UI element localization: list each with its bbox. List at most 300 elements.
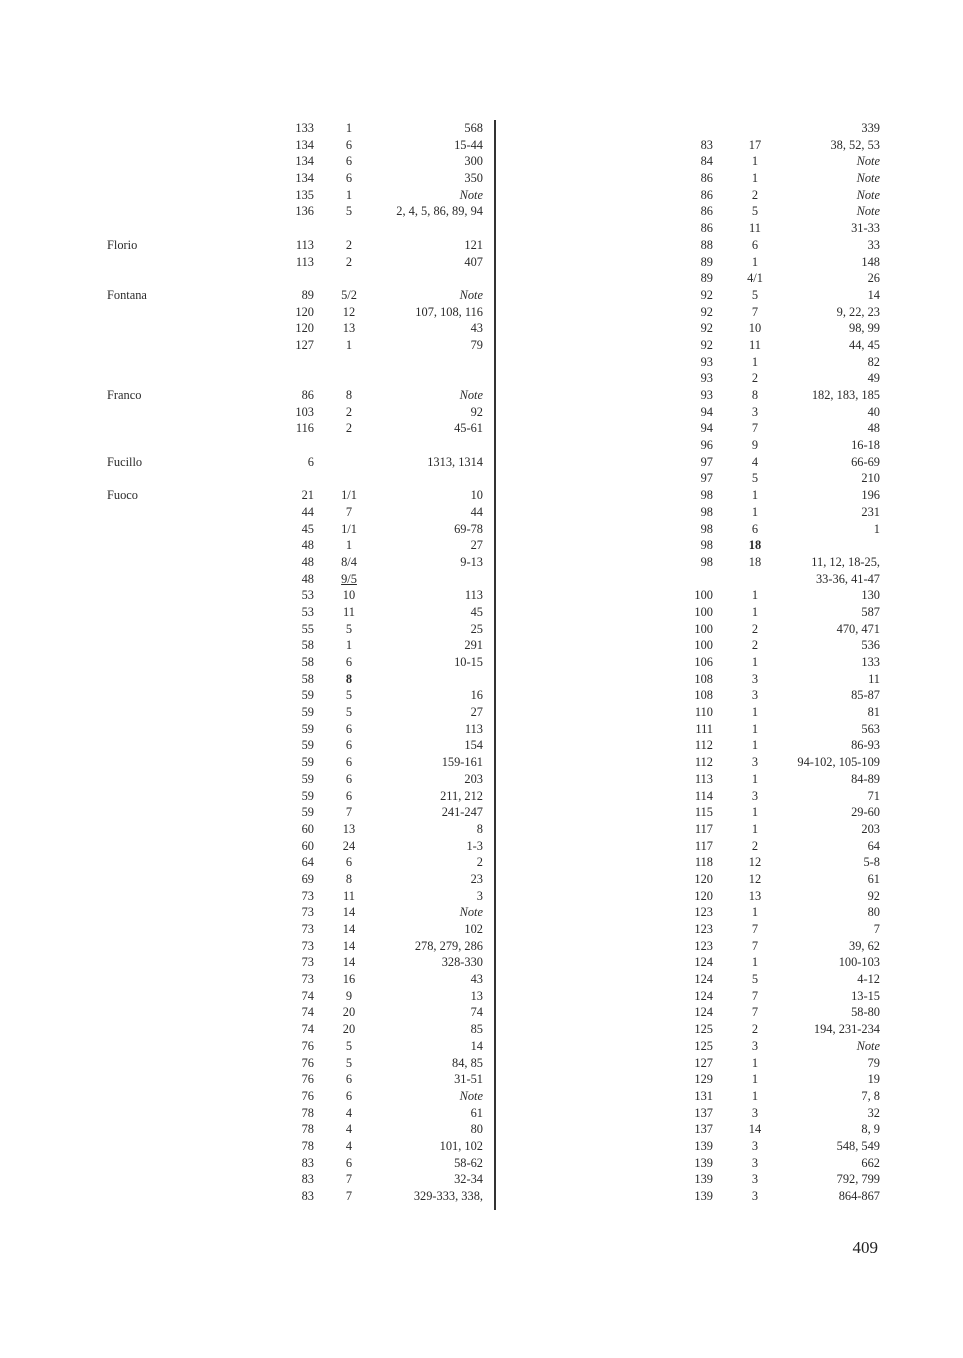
volume-cell: 44	[301, 504, 314, 519]
volume-cell: 135	[295, 187, 314, 202]
reference-row	[270, 671, 490, 688]
reference-row	[270, 1021, 490, 1038]
reference-row	[670, 737, 890, 754]
volume-cell: 123	[694, 922, 713, 936]
pages-cell: 8	[476, 821, 483, 836]
entry-name: Fucillo	[107, 455, 143, 469]
section-cell: 2	[751, 838, 759, 853]
pages-cell: 241-247	[441, 805, 483, 820]
reference-row	[670, 1155, 890, 1172]
pages-cell: Note	[459, 388, 483, 402]
volume-cell: 45	[301, 521, 314, 536]
volume-cell: 134	[295, 137, 314, 152]
reference-row	[670, 904, 890, 921]
pages-cell: 548, 549	[836, 1138, 880, 1153]
section-cell: 6	[345, 137, 353, 152]
reference-row	[670, 153, 890, 170]
pages-cell: 121	[464, 237, 483, 252]
reference-row	[270, 137, 490, 154]
pages-cell: 32	[867, 1105, 880, 1120]
reference-row	[270, 470, 490, 487]
volume-cell: 113	[295, 254, 314, 269]
reference-row	[670, 220, 890, 237]
section-cell: 16	[342, 972, 356, 987]
reference-row	[670, 370, 890, 387]
pages-cell: 14	[867, 287, 880, 302]
volume-cell: 123	[694, 905, 713, 920]
pages-cell: 792, 799	[836, 1172, 880, 1187]
pages-cell: 2	[476, 855, 483, 870]
volume-cell: 73	[301, 955, 314, 970]
reference-row	[270, 587, 490, 604]
reference-row	[670, 838, 890, 855]
volume-cell: 98	[700, 488, 713, 503]
reference-row	[670, 1121, 890, 1138]
section-cell: 2	[751, 621, 759, 636]
section-cell: 1/1	[341, 488, 357, 503]
reference-row	[670, 270, 890, 287]
pages-cell: 61	[470, 1105, 483, 1120]
volume-cell: 112	[694, 755, 713, 770]
volume-cell: 93	[700, 388, 713, 402]
pages-cell: Note	[856, 154, 880, 169]
volume-cell: 74	[301, 988, 314, 1003]
reference-row	[670, 420, 890, 437]
section-cell: 2	[345, 421, 353, 436]
volume-cell: 131	[694, 1088, 713, 1103]
volume-cell: 92	[700, 321, 713, 336]
pages-cell: 113	[464, 588, 483, 603]
volume-cell: 86	[700, 187, 713, 202]
pages-cell: 98, 99	[849, 321, 880, 336]
pages-cell: 9, 22, 23	[836, 304, 880, 319]
reference-row	[670, 988, 890, 1005]
reference-row	[270, 654, 490, 671]
volume-cell: 100	[694, 638, 713, 653]
reference-row	[670, 287, 890, 304]
volume-cell: 116	[295, 421, 314, 436]
volume-cell: 124	[694, 972, 713, 987]
entry-name: Franco	[107, 388, 142, 403]
reference-row	[270, 621, 490, 638]
reference-row	[270, 687, 490, 704]
section-cell: 6	[751, 521, 759, 536]
section-cell: 10	[342, 588, 356, 603]
volume-cell: 73	[301, 972, 314, 987]
reference-row	[270, 203, 490, 220]
section-cell: 11	[749, 337, 761, 352]
reference-row	[270, 287, 490, 304]
volume-cell: 6	[307, 454, 314, 469]
volume-cell: 97	[700, 454, 713, 469]
reference-row	[670, 404, 890, 421]
volume-cell: 111	[695, 721, 713, 736]
pages-cell: 864-867	[838, 1189, 880, 1203]
volume-cell: 76	[301, 1055, 314, 1070]
pages-cell: 15-44	[454, 137, 483, 152]
pages-cell: 7, 8	[861, 1088, 880, 1103]
volume-cell: 59	[301, 755, 314, 770]
section-cell: 11	[343, 604, 355, 619]
pages-cell: 48	[867, 421, 880, 436]
section-cell: 10	[748, 321, 762, 336]
pages-cell: 407	[464, 254, 483, 269]
reference-row	[670, 354, 890, 371]
reference-row	[670, 1171, 890, 1188]
section-cell: 7	[345, 504, 353, 519]
reference-row	[670, 337, 890, 354]
section-cell: 1/1	[341, 521, 357, 536]
volume-cell: 134	[295, 171, 314, 186]
pages-cell: 102	[464, 922, 483, 936]
pages-cell: 8, 9	[861, 1122, 880, 1137]
section-cell: 1	[751, 721, 759, 736]
section-cell: 1	[751, 354, 759, 369]
reference-row	[270, 921, 490, 938]
pages-cell: 278, 279, 286	[414, 938, 483, 953]
section-cell: 1	[751, 1055, 759, 1070]
volume-cell: 59	[301, 771, 314, 786]
pages-cell: 31-51	[454, 1072, 483, 1087]
pages-cell: 211, 212	[440, 788, 483, 803]
volume-cell: 73	[301, 888, 314, 903]
volume-cell: 117	[694, 838, 713, 853]
section-cell: 1	[751, 588, 759, 603]
volume-cell: 113	[694, 771, 713, 786]
volume-cell: 92	[700, 337, 713, 352]
section-cell: 6	[345, 1072, 353, 1087]
reference-row	[670, 571, 890, 588]
reference-row	[270, 170, 490, 187]
section-cell: 7	[751, 938, 759, 953]
section-cell: 13	[342, 321, 356, 336]
section-cell: 6	[345, 1088, 353, 1103]
pages-cell: 80	[470, 1122, 483, 1137]
reference-row	[270, 220, 490, 237]
reference-row	[670, 821, 890, 838]
section-cell: 1	[751, 905, 759, 920]
volume-cell: 123	[694, 938, 713, 953]
reference-row	[270, 721, 490, 738]
reference-row	[270, 537, 490, 554]
volume-cell: 60	[301, 838, 314, 853]
pages-cell: 84, 85	[452, 1055, 483, 1070]
reference-row	[670, 1105, 890, 1122]
pages-cell: 210	[861, 471, 880, 486]
volume-cell: 55	[301, 621, 314, 636]
reference-row	[270, 871, 490, 888]
pages-cell: 44, 45	[849, 337, 880, 352]
reference-row	[670, 1055, 890, 1072]
volume-cell: 94	[700, 404, 713, 419]
section-cell: 6	[751, 237, 759, 252]
volume-cell: 108	[694, 671, 713, 686]
section-cell: 13	[342, 821, 356, 836]
pages-cell: 33	[867, 237, 880, 252]
volume-cell: 59	[301, 788, 314, 803]
pages-cell: 568	[464, 121, 483, 135]
section-cell: 3	[751, 788, 759, 803]
pages-cell: 13	[470, 988, 483, 1003]
reference-row	[670, 938, 890, 955]
section-cell: 14	[748, 1122, 762, 1137]
section-cell: 3	[751, 671, 759, 686]
volume-cell: 117	[694, 821, 713, 836]
reference-row	[270, 954, 490, 971]
reference-row	[270, 1105, 490, 1122]
section-cell: 1	[751, 1072, 759, 1087]
section-cell: 8	[345, 388, 353, 402]
volume-cell: 89	[700, 271, 713, 286]
volume-cell: 100	[694, 621, 713, 636]
reference-row	[270, 454, 490, 471]
volume-cell: 73	[301, 905, 314, 920]
pages-cell: 29-60	[851, 805, 880, 820]
pages-cell: 26	[867, 271, 880, 286]
section-cell: 14	[342, 938, 356, 953]
volume-cell: 114	[694, 788, 713, 803]
reference-row	[670, 654, 890, 671]
volume-cell: 136	[295, 204, 314, 219]
pages-cell: 92	[470, 404, 483, 419]
page-number: 409	[852, 1238, 878, 1257]
pages-cell: 1	[873, 521, 880, 536]
section-cell: 3	[751, 1105, 759, 1120]
volume-cell: 125	[694, 1038, 713, 1053]
reference-row	[270, 704, 490, 721]
pages-cell: 25	[470, 621, 483, 636]
section-cell: 18	[748, 554, 762, 569]
volume-cell: 53	[301, 604, 314, 619]
reference-row	[670, 254, 890, 271]
volume-cell: 112	[694, 738, 713, 753]
volume-cell: 98	[700, 521, 713, 536]
section-cell: 12	[748, 871, 762, 886]
volume-cell: 58	[301, 638, 314, 653]
reference-row	[270, 1171, 490, 1188]
volume-cell: 59	[301, 705, 314, 720]
section-cell: 2	[751, 638, 759, 653]
reference-row	[670, 137, 890, 154]
section-cell: 1	[751, 154, 759, 169]
section-cell: 5/2	[341, 287, 357, 302]
section-cell: 1	[345, 538, 353, 553]
volume-cell: 74	[301, 1022, 314, 1037]
volume-cell: 127	[694, 1055, 713, 1070]
pages-cell: 148	[861, 254, 880, 269]
reference-row	[270, 270, 490, 287]
pages-cell: 159-161	[441, 755, 483, 770]
volume-cell: 83	[301, 1155, 314, 1170]
volume-cell: 134	[295, 154, 314, 169]
section-cell: 5	[751, 972, 759, 987]
reference-row	[270, 237, 490, 254]
pages-cell: 44	[470, 504, 483, 519]
reference-row	[670, 971, 890, 988]
volume-cell: 53	[301, 588, 314, 603]
volume-cell: 98	[700, 504, 713, 519]
pages-cell: 38, 52, 53	[830, 137, 880, 152]
volume-cell: 86	[700, 221, 713, 236]
pages-cell: 16-18	[851, 438, 880, 453]
reference-row	[270, 571, 490, 588]
reference-row	[670, 1004, 890, 1021]
volume-cell: 97	[700, 471, 713, 486]
volume-cell: 100	[694, 588, 713, 603]
volume-cell: 86	[700, 204, 713, 219]
left-reference-column	[270, 120, 490, 1205]
reference-row	[270, 637, 490, 654]
pages-cell: Note	[459, 905, 483, 920]
section-cell: 20	[342, 1022, 356, 1037]
volume-cell: 124	[694, 1005, 713, 1020]
volume-cell: 59	[301, 805, 314, 820]
pages-cell: 39, 62	[849, 938, 880, 953]
volume-cell: 76	[301, 1088, 314, 1103]
volume-cell: 58	[301, 671, 314, 686]
reference-row	[670, 304, 890, 321]
section-cell: 8	[345, 671, 353, 686]
section-cell: 7	[751, 922, 759, 936]
pages-cell: 79	[867, 1055, 880, 1070]
reference-row	[270, 521, 490, 538]
section-cell: 6	[345, 788, 353, 803]
volume-cell: 83	[301, 1172, 314, 1187]
pages-cell: 7	[873, 922, 880, 936]
pages-cell: Note	[459, 1088, 483, 1103]
volume-cell: 120	[295, 304, 314, 319]
reference-row	[670, 921, 890, 938]
pages-cell: 92	[867, 888, 880, 903]
reference-row	[270, 337, 490, 354]
section-cell: 3	[751, 1038, 759, 1053]
section-cell: 9/5	[341, 571, 357, 586]
volume-cell: 73	[301, 938, 314, 953]
reference-row	[670, 637, 890, 654]
pages-cell: Note	[459, 287, 483, 302]
reference-row	[670, 754, 890, 771]
pages-cell: 14	[470, 1038, 483, 1053]
section-cell: 1	[751, 738, 759, 753]
pages-cell: 291	[464, 638, 483, 653]
section-cell: 6	[345, 154, 353, 169]
section-cell: 20	[342, 1005, 356, 1020]
reference-row	[670, 704, 890, 721]
volume-cell: 78	[301, 1122, 314, 1137]
reference-row	[270, 420, 490, 437]
volume-cell: 139	[694, 1172, 713, 1187]
section-cell: 3	[751, 1138, 759, 1153]
pages-cell: 27	[470, 538, 483, 553]
pages-cell: 101, 102	[439, 1138, 483, 1153]
volume-cell: 92	[700, 304, 713, 319]
pages-cell: 350	[464, 171, 483, 186]
pages-cell: 19	[867, 1072, 880, 1087]
pages-cell: 9-13	[460, 554, 483, 569]
pages-cell: 82	[867, 354, 880, 369]
pages-cell: 81	[867, 705, 880, 720]
reference-row	[670, 470, 890, 487]
pages-cell: 536	[861, 638, 880, 653]
pages-cell: 49	[867, 371, 880, 386]
section-cell: 1	[751, 488, 759, 503]
section-cell: 5	[345, 688, 353, 703]
section-cell: 1	[751, 254, 759, 269]
section-cell: 5	[345, 705, 353, 720]
section-cell: 5	[345, 621, 353, 636]
volume-cell: 86	[301, 388, 314, 402]
section-cell: 7	[345, 1172, 353, 1187]
volume-cell: 139	[694, 1155, 713, 1170]
pages-cell: 43	[470, 321, 483, 336]
volume-cell: 129	[694, 1072, 713, 1087]
reference-row	[270, 804, 490, 821]
reference-row	[670, 387, 890, 404]
pages-cell: 58-80	[851, 1005, 880, 1020]
pages-cell: 231	[861, 504, 880, 519]
volume-cell: 74	[301, 1005, 314, 1020]
section-cell: 12	[748, 855, 762, 870]
pages-cell: 2, 4, 5, 86, 89, 94	[396, 204, 483, 219]
section-cell: 7	[751, 1005, 759, 1020]
reference-row	[670, 871, 890, 888]
pages-cell: 328-330	[441, 955, 483, 970]
reference-row	[270, 838, 490, 855]
section-cell: 7	[751, 304, 759, 319]
reference-row	[670, 437, 890, 454]
pages-cell: 85-87	[851, 688, 880, 703]
section-cell: 1	[345, 187, 353, 202]
section-cell: 4/1	[747, 271, 763, 286]
reference-row	[270, 504, 490, 521]
reference-row	[270, 1004, 490, 1021]
pages-cell: 32-34	[454, 1172, 483, 1187]
reference-row	[670, 237, 890, 254]
entry-name: Fuoco	[107, 488, 138, 503]
section-cell: 1	[751, 705, 759, 720]
pages-cell: 85	[470, 1022, 483, 1037]
volume-cell: 96	[700, 438, 713, 453]
reference-row	[670, 604, 890, 621]
volume-cell: 78	[301, 1138, 314, 1153]
pages-cell: 43	[470, 972, 483, 987]
pages-cell: Note	[856, 187, 880, 202]
pages-cell: 4-12	[857, 972, 880, 987]
section-cell: 1	[751, 955, 759, 970]
reference-row	[670, 954, 890, 971]
volume-cell: 76	[301, 1072, 314, 1087]
reference-row	[670, 120, 890, 137]
pages-cell: 133	[861, 655, 880, 669]
pages-cell: 40	[867, 404, 880, 419]
volume-cell: 120	[694, 888, 713, 903]
reference-row	[670, 1188, 890, 1205]
pages-cell: 16	[470, 688, 483, 703]
pages-cell: 61	[867, 871, 880, 886]
volume-cell: 110	[694, 705, 713, 720]
pages-cell: 587	[861, 604, 880, 619]
reference-row	[670, 320, 890, 337]
section-cell: 1	[751, 171, 759, 186]
volume-cell: 64	[301, 855, 314, 870]
section-cell: 6	[345, 171, 353, 186]
section-cell: 7	[345, 1189, 353, 1203]
reference-row	[670, 187, 890, 204]
volume-cell: 76	[301, 1038, 314, 1053]
section-cell: 3	[751, 1189, 759, 1203]
reference-row	[270, 1121, 490, 1138]
reference-row	[670, 1021, 890, 1038]
